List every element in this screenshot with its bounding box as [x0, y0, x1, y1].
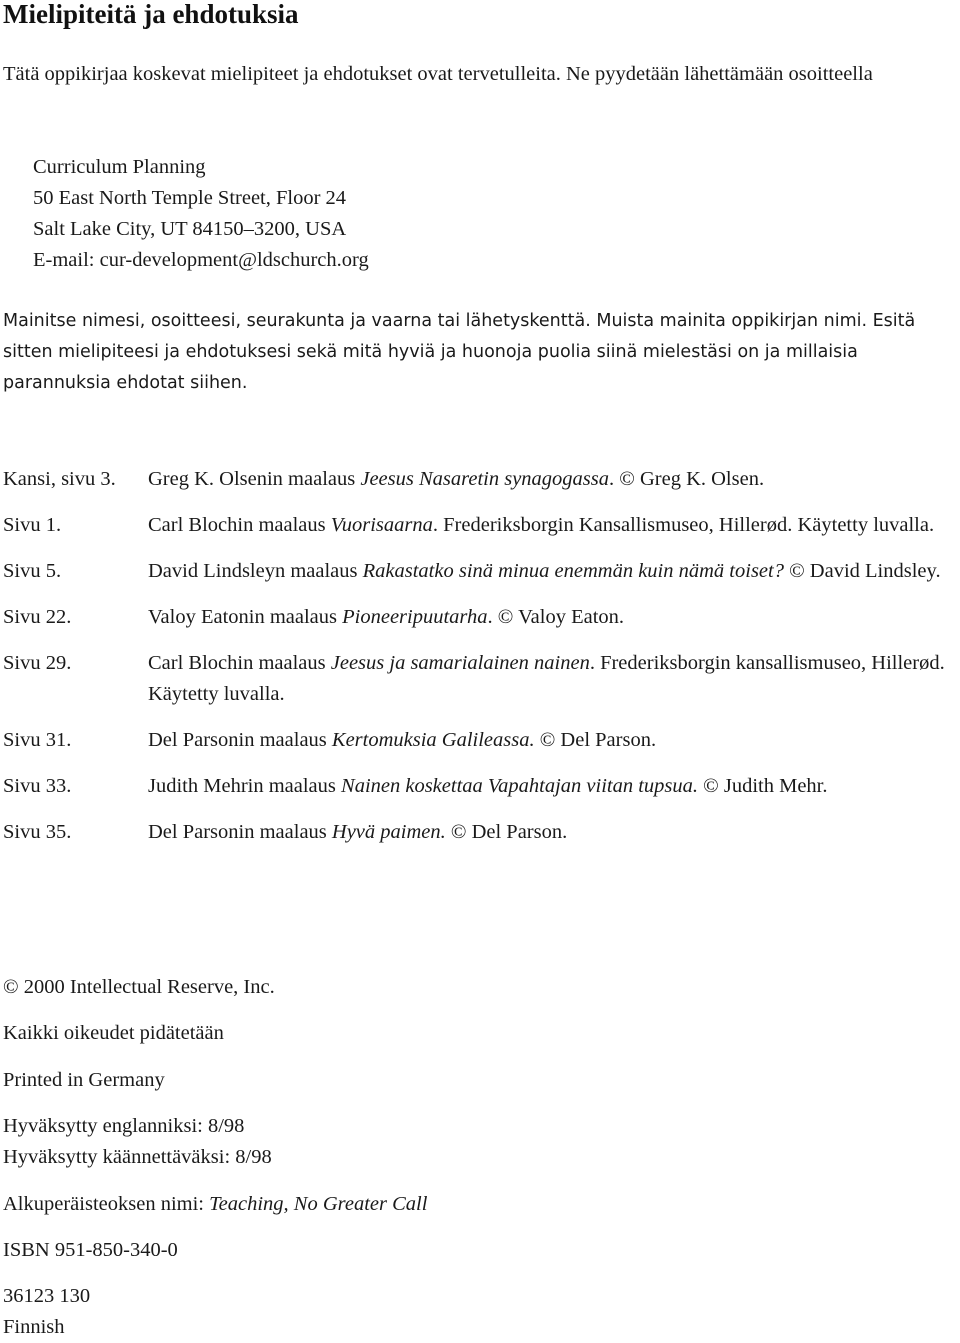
rights-notice: Kaikki oikeudet pidätetään: [3, 1022, 224, 1044]
credit-artist: Valoy Eatonin maalaus: [148, 606, 343, 628]
credit-description: [148, 464, 958, 495]
credit-artwork-title: Pioneeripuutarha: [342, 606, 488, 628]
mailing-address: [33, 152, 369, 276]
credit-row: [3, 725, 958, 756]
credit-page-ref: Sivu 33.: [3, 775, 72, 797]
credit-source: . Frederiksborgin Kansallismuseo, Hillerød. Käytetty luvalla.: [432, 514, 935, 536]
credit-row: [3, 817, 958, 848]
credit-row: [3, 602, 958, 633]
credit-row: [3, 464, 958, 495]
original-title: Teaching, No Greater Call: [209, 1193, 428, 1215]
address-line-city: Salt Lake City, UT 84150–3200, USA: [33, 218, 347, 240]
credit-row: [3, 648, 958, 710]
credit-row: [3, 771, 958, 802]
original-title-label: Alkuperäisteoksen nimi:: [3, 1193, 210, 1215]
isbn: ISBN 951-850-340-0: [3, 1239, 178, 1261]
intro-paragraph: Tätä oppikirjaa koskevat mielipiteet ja ehdotukset ovat tervetulleita. Ne pyydetään lähettämään osoitteella: [3, 63, 873, 85]
credit-page-ref: Kansi, sivu 3.: [3, 468, 116, 490]
credit-page-ref: Sivu 29.: [3, 652, 72, 674]
credit-source: © Judith Mehr.: [698, 775, 828, 797]
address-line-email: E-mail: cur-development@ldschurch.org: [33, 249, 369, 271]
credit-artist: Del Parsonin maalaus: [148, 729, 332, 751]
credit-source: © Del Parson.: [534, 729, 657, 751]
address-line-street: 50 East North Temple Street, Floor 24: [33, 187, 347, 209]
item-number: 36123 130: [3, 1285, 91, 1307]
credit-source: . Frederiksborgin kansallismuseo, Hillerød. Käytetty luvalla.: [148, 652, 945, 705]
credit-page-ref: Sivu 1.: [3, 514, 62, 536]
credit-page-ref: Sivu 35.: [3, 821, 72, 843]
credit-source: . © Valoy Eaton.: [487, 606, 625, 628]
credit-artist: Carl Blochin maalaus: [148, 514, 331, 536]
credit-description: [148, 817, 958, 848]
copyright-notice: © 2000 Intellectual Reserve, Inc.: [3, 976, 275, 998]
address-line-organization: Curriculum Planning: [33, 156, 206, 178]
page-heading: Mielipiteitä ja ehdotuksia: [3, 0, 299, 29]
credit-artwork-title: Jeesus ja samarialainen nainen: [330, 652, 590, 674]
credit-artist: David Lindsleyn maalaus: [148, 560, 363, 582]
instructions-paragraph: Mainitse nimesi, osoitteesi, seurakunta ja vaarna tai lähetyskenttä. Muista mainita oppikirjan nimi. Esitä sitten mielipiteesi ja ehdotuksesi sekä mitä hyviä ja huonoja puolia siinä mielestäsi on ja millaisia parannuksia ehdotat siihen.: [3, 311, 916, 393]
credit-description: [148, 648, 958, 710]
credit-row: [3, 510, 958, 541]
credit-artist: Carl Blochin maalaus: [148, 652, 331, 674]
credit-description: [148, 556, 958, 587]
credit-description: [148, 510, 958, 541]
credit-page-ref: Sivu 22.: [3, 606, 72, 628]
credit-page-ref: Sivu 5.: [3, 560, 62, 582]
credit-artwork-title: Kertomuksia Galileassa.: [331, 729, 535, 751]
credit-description: [148, 725, 958, 756]
credit-artwork-title: Hyvä paimen.: [331, 821, 446, 843]
credit-source: © David Lindsley.: [783, 560, 941, 582]
credit-description: [148, 602, 958, 633]
original-title-line: [3, 1189, 427, 1220]
credit-artwork-title: Jeesus Nasaretin synagogassa: [360, 468, 610, 490]
printed-in-notice: Printed in Germany: [3, 1069, 165, 1091]
credit-artist: Del Parsonin maalaus: [148, 821, 332, 843]
credit-description: [148, 771, 958, 802]
approved-translation: Hyväksytty käännettäväksi: 8/98: [3, 1146, 272, 1168]
credit-row: [3, 556, 958, 587]
image-credits: [3, 464, 958, 863]
credit-source: . © Greg K. Olsen.: [609, 468, 765, 490]
language-label: Finnish: [3, 1316, 65, 1338]
credit-source: © Del Parson.: [445, 821, 568, 843]
credit-artist: Greg K. Olsenin maalaus: [148, 468, 361, 490]
credit-artist: Judith Mehrin maalaus: [148, 775, 342, 797]
credit-artwork-title: Vuorisaarna: [330, 514, 433, 536]
credit-page-ref: Sivu 31.: [3, 729, 72, 751]
credit-artwork-title: Nainen koskettaa Vapahtajan viitan tupsua.: [341, 775, 699, 797]
credit-artwork-title: Rakastatko sinä minua enemmän kuin nämä toiset?: [362, 560, 784, 582]
approved-english: Hyväksytty englanniksi: 8/98: [3, 1115, 245, 1137]
